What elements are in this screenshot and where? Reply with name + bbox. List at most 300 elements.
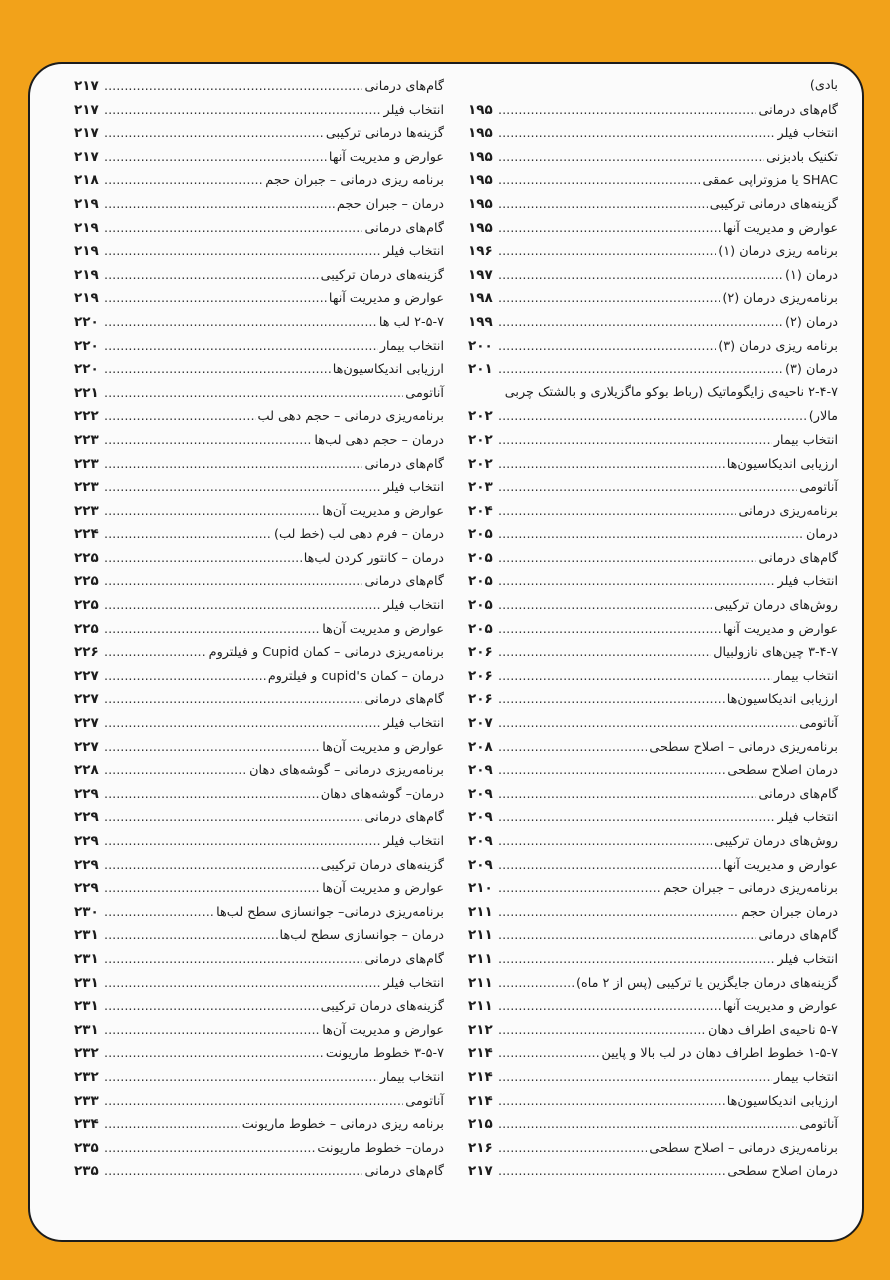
toc-entry-page-number: ۲۰۷ bbox=[468, 715, 493, 732]
toc-entry-title: انتخاب فیلر bbox=[383, 598, 444, 614]
toc-entry-leader bbox=[498, 645, 711, 660]
toc-entry-title: عوارض و مدیریت آن‌ها bbox=[322, 1022, 444, 1038]
toc-entry-page-number: ۲۲۵ bbox=[74, 549, 99, 566]
toc-entry-leader bbox=[104, 1117, 240, 1132]
toc-column-right bbox=[468, 78, 838, 1187]
toc-entry bbox=[74, 573, 444, 597]
toc-entry-page-number: ۲۰۴ bbox=[468, 502, 493, 519]
toc-entry bbox=[468, 1093, 838, 1117]
toc-entry bbox=[74, 172, 444, 196]
toc-entry bbox=[74, 385, 444, 409]
toc-entry-page-number: ۲۲۷ bbox=[74, 738, 99, 755]
toc-entry-title: ارزیابی اندیکاسیون‌ها bbox=[332, 362, 444, 378]
toc-entry-leader bbox=[104, 692, 362, 707]
toc-entry-leader bbox=[104, 409, 256, 424]
toc-entry-title: درمان (۲) bbox=[785, 314, 838, 330]
toc-entry-page-number: ۲۲۴ bbox=[74, 526, 99, 543]
toc-entry-title: انتخاب بیمار bbox=[773, 432, 838, 448]
toc-entry-page-number: ۲۱۷ bbox=[74, 78, 99, 94]
toc-entry bbox=[468, 668, 838, 692]
toc-entry-leader bbox=[498, 504, 736, 519]
toc-entry-title: انتخاب بیمار bbox=[773, 668, 838, 684]
toc-entry-title: برنامه‌ریزی درمانی– جوانسازی سطح لب‌ها bbox=[216, 904, 444, 920]
toc-column-left bbox=[74, 78, 444, 1187]
toc-entry-leader bbox=[498, 551, 756, 566]
toc-entry-page-number: ۲۳۵ bbox=[74, 1163, 99, 1180]
toc-entry-page-number: ۲۰۹ bbox=[468, 785, 493, 802]
toc-entry-leader bbox=[104, 268, 319, 283]
toc-entry-page-number: ۲۰۶ bbox=[468, 644, 493, 661]
toc-entry-title: درمان bbox=[805, 527, 838, 543]
toc-entry-leader bbox=[498, 1141, 647, 1156]
toc-entry-title: آناتومی bbox=[405, 385, 444, 401]
toc-entry-title: درمان – کانتور کردن لب‌ها bbox=[303, 550, 444, 566]
toc-entry-page-number: ۱۹۷ bbox=[468, 266, 493, 283]
toc-entry-title: گام‌های درمانی bbox=[758, 550, 838, 566]
toc-entry-leader bbox=[498, 315, 783, 330]
toc-entry-page-number: ۲۱۱ bbox=[468, 974, 493, 991]
toc-entry-leader bbox=[104, 244, 381, 259]
toc-entry bbox=[74, 762, 444, 786]
toc-entry-leader bbox=[498, 433, 772, 448]
toc-entry-leader bbox=[104, 339, 378, 354]
toc-entry-leader bbox=[498, 103, 756, 118]
toc-entry-leader bbox=[498, 999, 721, 1014]
toc-entry-leader bbox=[498, 1046, 599, 1061]
toc-entry bbox=[74, 408, 444, 432]
toc-entry bbox=[74, 975, 444, 999]
toc-entry bbox=[74, 880, 444, 904]
toc-entry-leader bbox=[104, 1094, 403, 1109]
toc-entry-leader bbox=[104, 103, 381, 118]
toc-entry bbox=[74, 739, 444, 763]
toc-entry-leader bbox=[104, 645, 207, 660]
toc-entry bbox=[74, 786, 444, 810]
toc-entry-leader bbox=[498, 173, 700, 188]
toc-entry bbox=[468, 385, 838, 409]
toc-entry bbox=[468, 1022, 838, 1046]
toc-entry-page-number: ۲۲۹ bbox=[74, 833, 99, 849]
toc-entry-title: گام‌های درمانی bbox=[364, 810, 444, 826]
toc-entry-page-number: ۲۱۹ bbox=[74, 219, 99, 236]
toc-entry bbox=[468, 361, 838, 385]
toc-entry-page-number: ۲۳۱ bbox=[74, 998, 99, 1015]
toc-entry-title: انتخاب فیلر bbox=[383, 480, 444, 496]
toc-entry-title: ۳-۴-۷ چین‌های نازولبیال bbox=[713, 645, 838, 661]
toc-entry-title: آناتومی bbox=[799, 716, 838, 732]
toc-entry-title: برنامه‌ریزی درمانی – گوشه‌های دهان bbox=[249, 763, 444, 779]
toc-entry-page-number: ۲۰۹ bbox=[468, 809, 493, 826]
toc-entry-title: ارزیابی اندیکاسیون‌ها bbox=[726, 456, 838, 472]
toc-entry-page-number: ۲۰۶ bbox=[468, 691, 493, 708]
toc-entry-page-number: ۲۰۸ bbox=[468, 738, 493, 755]
toc-entry-title: درمان اصلاح سطحی bbox=[727, 763, 838, 779]
toc-entry-leader bbox=[104, 551, 302, 566]
toc-entry bbox=[74, 220, 444, 244]
toc-entry-leader bbox=[104, 928, 278, 943]
toc-entry-leader bbox=[498, 1023, 706, 1038]
toc-entry-page-number: ۲۲۳ bbox=[74, 431, 99, 448]
toc-entry bbox=[468, 573, 838, 597]
toc-entry bbox=[468, 927, 838, 951]
toc-entry bbox=[468, 1140, 838, 1164]
toc-entry-title: عوارض و مدیریت آن‌ها bbox=[322, 621, 444, 637]
toc-entry-title: ارزیابی اندیکاسیون‌ها bbox=[726, 692, 838, 708]
toc-entry-title: گزینه‌های درمان جایگزین یا ترکیبی (پس از ۲ ماه) bbox=[576, 975, 838, 991]
toc-entry bbox=[468, 644, 838, 668]
toc-entry bbox=[468, 408, 838, 432]
toc-entry bbox=[74, 998, 444, 1022]
toc-entry bbox=[74, 479, 444, 503]
toc-entry-title: آناتومی bbox=[799, 1117, 838, 1133]
toc-entry-page-number: ۱۹۵ bbox=[468, 195, 493, 212]
toc-entry-leader bbox=[498, 598, 712, 613]
toc-entry-leader bbox=[498, 1117, 797, 1132]
toc-entry bbox=[74, 1045, 444, 1069]
toc-entry-page-number: ۲۰۳ bbox=[468, 479, 493, 496]
toc-entry-page-number: ۲۰۵ bbox=[468, 549, 493, 566]
toc-entry-leader bbox=[104, 1141, 315, 1156]
toc-entry-page-number: ۲۰۵ bbox=[468, 573, 493, 590]
toc-entry-page-number: ۲۰۲ bbox=[468, 431, 493, 448]
toc-entry-leader bbox=[498, 834, 712, 849]
toc-entry-page-number: ۲۰۲ bbox=[468, 455, 493, 472]
toc-entry bbox=[468, 1069, 838, 1093]
toc-entry-title: عوارض و مدیریت آن‌ها bbox=[322, 503, 444, 519]
toc-entry-page-number: ۲۰۵ bbox=[468, 597, 493, 614]
toc-entry-leader bbox=[104, 598, 381, 613]
toc-entry-page-number: ۲۰۵ bbox=[468, 620, 493, 637]
toc-entry-title: روش‌های درمان ترکیبی bbox=[714, 834, 838, 849]
toc-entry-page-number: ۲۲۲ bbox=[74, 408, 99, 425]
toc-entry-leader bbox=[498, 669, 772, 684]
toc-entry-title: انتخاب فیلر bbox=[383, 244, 444, 260]
toc-entry-title: درمان اصلاح سطحی bbox=[727, 1164, 838, 1180]
toc-entry-leader bbox=[104, 976, 381, 991]
toc-entry bbox=[74, 668, 444, 692]
toc-entry-title: عوارض و مدیریت آنها bbox=[722, 999, 838, 1015]
toc-entry-title: درمان – حجم دهی لب‌ها bbox=[314, 432, 444, 448]
toc-entry-leader bbox=[104, 150, 327, 165]
toc-entry-page-number: ۱۹۵ bbox=[468, 219, 493, 236]
toc-entry-page-number: ۲۱۷ bbox=[74, 148, 99, 165]
toc-entry bbox=[468, 338, 838, 362]
toc-entry-title: مالار) bbox=[808, 409, 838, 425]
toc-entry-leader bbox=[104, 173, 263, 188]
toc-entry-title: انتخاب فیلر bbox=[383, 975, 444, 991]
toc-entry bbox=[468, 762, 838, 786]
toc-entry bbox=[468, 691, 838, 715]
toc-entry bbox=[468, 267, 838, 291]
toc-entry bbox=[468, 196, 838, 220]
toc-entry-title: انتخاب بیمار bbox=[773, 1069, 838, 1085]
toc-entry-title: SHAC یا مزوتراپی عمقی bbox=[702, 173, 838, 189]
toc-entry-title: درمان – کمان cupid's و فیلتروم bbox=[267, 668, 444, 684]
toc-entry-leader bbox=[104, 79, 362, 94]
toc-entry bbox=[468, 432, 838, 456]
toc-entry-leader bbox=[498, 692, 725, 707]
toc-entry-leader bbox=[104, 905, 214, 920]
toc-entry bbox=[74, 314, 444, 338]
toc-entry-page-number: ۲۲۳ bbox=[74, 455, 99, 472]
toc-entry-page-number: ۱۹۵ bbox=[468, 148, 493, 165]
toc-entry-page-number: ۲۲۰ bbox=[74, 313, 99, 330]
toc-entry-page-number: ۲۱۷ bbox=[74, 101, 99, 118]
toc-entry-leader bbox=[498, 480, 797, 495]
toc-entry-page-number: ۲۲۰ bbox=[74, 337, 99, 354]
toc-entry-page-number: ۲۰۶ bbox=[468, 667, 493, 684]
toc-entry-leader bbox=[104, 221, 362, 236]
toc-entry-leader bbox=[498, 527, 804, 542]
toc-entry-page-number: ۲۱۹ bbox=[74, 243, 99, 260]
toc-entry bbox=[74, 951, 444, 975]
toc-entry-leader bbox=[498, 763, 725, 778]
toc-entry-page-number: ۲۰۹ bbox=[468, 833, 493, 849]
toc-entry-title: گزینه‌های درمانی ترکیبی bbox=[709, 196, 838, 212]
toc-entry-leader bbox=[104, 881, 320, 896]
toc-entry-title: ۲-۴-۷ ناحیه‌ی زایگوماتیک (رباط بوکو ماگزیلاری و بالشتک چربی bbox=[504, 384, 838, 400]
toc-entry-page-number: ۲۰۵ bbox=[468, 526, 493, 543]
toc-entry-leader bbox=[498, 574, 775, 589]
toc-entry bbox=[74, 196, 444, 220]
toc-entry-leader bbox=[498, 787, 756, 802]
toc-entry-title: عوارض و مدیریت آنها bbox=[328, 149, 444, 165]
toc-entry-title: گزینه‌های درمان ترکیبی bbox=[320, 999, 444, 1015]
toc-entry-leader bbox=[498, 197, 708, 212]
toc-entry bbox=[468, 503, 838, 527]
toc-entry-leader bbox=[498, 1164, 725, 1179]
toc-entry-title: درمان (۱) bbox=[785, 267, 838, 283]
toc-entry bbox=[468, 149, 838, 173]
toc-entry-leader bbox=[498, 858, 721, 873]
toc-entry-title: ارزیابی اندیکاسیون‌ها bbox=[726, 1093, 838, 1109]
toc-entry-page-number: ۲۰۱ bbox=[468, 361, 493, 378]
toc-entry-page-number: ۲۱۴ bbox=[468, 1068, 493, 1085]
toc-entry bbox=[74, 833, 444, 857]
toc-entry-title: درمان (۳) bbox=[785, 362, 838, 378]
toc-entry-leader bbox=[498, 244, 716, 259]
toc-entry bbox=[74, 1140, 444, 1164]
toc-entry-leader bbox=[104, 1046, 324, 1061]
toc-entry-page-number: ۲۲۹ bbox=[74, 856, 99, 873]
toc-entry-page-number: ۲۲۵ bbox=[74, 597, 99, 614]
toc-entry-leader bbox=[104, 574, 362, 589]
toc-entry-page-number: ۲۱۱ bbox=[468, 927, 493, 944]
toc-entry-page-number: ۲۱۹ bbox=[74, 290, 99, 307]
toc-entry-title: عوارض و مدیریت آنها bbox=[722, 621, 838, 637]
toc-entry-title: برنامه ریزی درمانی – جبران حجم bbox=[265, 173, 444, 189]
toc-entry bbox=[468, 102, 838, 126]
toc-entry-leader bbox=[498, 1070, 772, 1085]
toc-entry-leader bbox=[104, 291, 327, 306]
toc-entry-leader bbox=[498, 976, 574, 991]
toc-entry-title: گام‌های درمانی bbox=[364, 1164, 444, 1180]
toc-entry-leader bbox=[104, 858, 319, 873]
toc-entry-title: گزینه‌های درمان ترکیبی bbox=[320, 267, 444, 283]
toc-entry-leader bbox=[104, 716, 381, 731]
toc-entry-page-number: ۲۰۹ bbox=[468, 856, 493, 873]
toc-entry-title: گام‌های درمانی bbox=[364, 574, 444, 590]
toc-entry bbox=[468, 1045, 838, 1069]
toc-entry-title: انتخاب فیلر bbox=[777, 810, 838, 826]
toc-entry-page-number: ۲۱۹ bbox=[74, 195, 99, 212]
toc-entry-title: عوارض و مدیریت آن‌ها bbox=[322, 881, 444, 897]
toc-entry bbox=[74, 904, 444, 928]
toc-entry bbox=[468, 314, 838, 338]
toc-entry-title: برنامه‌ریزی درمانی – اصلاح سطحی bbox=[649, 739, 838, 755]
toc-entry bbox=[74, 526, 444, 550]
toc-entry-leader bbox=[104, 527, 272, 542]
toc-entry bbox=[468, 479, 838, 503]
toc-entry-page-number: ۲۱۶ bbox=[468, 1139, 493, 1156]
toc-entry-leader bbox=[104, 740, 320, 755]
toc-entry-leader bbox=[498, 409, 807, 424]
toc-entry-page-number: ۲۰۹ bbox=[468, 762, 493, 779]
toc-entry bbox=[468, 904, 838, 928]
toc-entry-title: درمان – فرم دهی لب (خط لب) bbox=[273, 527, 444, 543]
toc-entry bbox=[468, 1163, 838, 1187]
toc-entry-title: ۵-۷ ناحیه‌ی اطراف دهان bbox=[707, 1022, 838, 1038]
toc-entry-page-number: ۱۹۵ bbox=[468, 101, 493, 118]
toc-entry-leader bbox=[104, 433, 312, 448]
toc-entry-title: برنامه‌ریزی درمانی – حجم دهی لب bbox=[257, 409, 444, 425]
toc-entry-title: ۳-۵-۷ خطوط ماریونت bbox=[325, 1046, 444, 1062]
toc-entry bbox=[74, 456, 444, 480]
toc-entry bbox=[468, 1116, 838, 1140]
toc-entry-page-number: ۲۰۰ bbox=[468, 337, 493, 354]
toc-entry-title: آناتومی bbox=[405, 1093, 444, 1109]
toc-entry bbox=[468, 78, 838, 102]
toc-entry-leader bbox=[104, 1023, 320, 1038]
toc-entry bbox=[468, 715, 838, 739]
toc-entry-title: گزینه‌های درمان ترکیبی bbox=[320, 857, 444, 873]
toc-entry-leader bbox=[104, 763, 247, 778]
toc-entry-page-number: ۲۳۳ bbox=[74, 1092, 99, 1109]
toc-entry bbox=[74, 550, 444, 574]
toc-entry-title: عوارض و مدیریت آنها bbox=[328, 291, 444, 307]
toc-entry-page-number: ۲۱۷ bbox=[74, 125, 99, 142]
toc-entry bbox=[74, 644, 444, 668]
toc-entry-page-number: ۱۹۵ bbox=[468, 125, 493, 142]
toc-entry-title: گام‌های درمانی bbox=[364, 456, 444, 472]
toc-entry-page-number: ۲۲۹ bbox=[74, 785, 99, 802]
toc-entry-page-number: ۲۱۱ bbox=[468, 998, 493, 1015]
toc-entry-title: گام‌های درمانی bbox=[364, 692, 444, 708]
toc-entry-page-number: ۲۱۰ bbox=[468, 880, 493, 897]
toc-entry-page-number: ۲۳۰ bbox=[74, 903, 99, 920]
toc-entry-title: عوارض و مدیریت آن‌ها bbox=[322, 739, 444, 755]
toc-entry-leader bbox=[104, 810, 362, 825]
toc-entry-page-number: ۲۲۸ bbox=[74, 762, 99, 779]
toc-entry-page-number: ۱۹۹ bbox=[468, 313, 493, 330]
toc-entry-page-number: ۲۳۵ bbox=[74, 1139, 99, 1156]
toc-entry-title: برنامه‌ریزی درمانی – اصلاح سطحی bbox=[649, 1140, 838, 1156]
toc-entry bbox=[74, 1093, 444, 1117]
toc-entry bbox=[468, 975, 838, 999]
toc-entry-leader bbox=[498, 905, 739, 920]
toc-entry-leader bbox=[104, 480, 381, 495]
toc-entry-title: درمان – جبران حجم bbox=[336, 196, 444, 212]
toc-entry-page-number: ۱۹۸ bbox=[468, 290, 493, 307]
toc-entry-page-number: ۲۳۱ bbox=[74, 950, 99, 967]
toc-entry-leader bbox=[104, 386, 403, 401]
toc-entry bbox=[74, 1022, 444, 1046]
toc-entry-title: ۲-۵-۷ لب ها bbox=[378, 314, 444, 330]
toc-entry-leader bbox=[104, 1164, 362, 1179]
toc-entry bbox=[468, 526, 838, 550]
toc-entry-title: برنامه‌ریزی درمانی bbox=[738, 503, 838, 519]
toc-entry-leader bbox=[498, 126, 775, 141]
toc-entry bbox=[74, 809, 444, 833]
toc-entry-page-number: ۲۳۱ bbox=[74, 927, 99, 944]
toc-entry-title: انتخاب فیلر bbox=[383, 834, 444, 849]
toc-entry-title: گزینه‌ها درمانی ترکیبی bbox=[325, 126, 444, 142]
toc-entry-title: آناتومی bbox=[799, 480, 838, 496]
toc-entry-title: انتخاب فیلر bbox=[777, 574, 838, 590]
toc-entry bbox=[468, 857, 838, 881]
toc-entry-leader bbox=[104, 999, 319, 1014]
toc-entry bbox=[468, 597, 838, 621]
toc-entry bbox=[74, 1116, 444, 1140]
toc-entry bbox=[468, 550, 838, 574]
toc-entry bbox=[74, 503, 444, 527]
toc-entry bbox=[468, 290, 838, 314]
toc-entry bbox=[468, 880, 838, 904]
toc-entry-title: انتخاب فیلر bbox=[383, 716, 444, 732]
toc-entry bbox=[468, 220, 838, 244]
toc-entry bbox=[74, 927, 444, 951]
toc-entry-title: انتخاب فیلر bbox=[383, 102, 444, 118]
toc-entry-page-number: ۲۲۷ bbox=[74, 715, 99, 732]
toc-entry-page-number: ۲۱۱ bbox=[468, 903, 493, 920]
toc-entry-title: انتخاب بیمار bbox=[379, 338, 444, 354]
toc-entry-leader bbox=[104, 197, 335, 212]
toc-entry bbox=[468, 456, 838, 480]
toc-entry-page-number: ۲۲۹ bbox=[74, 880, 99, 897]
toc-entry-leader bbox=[498, 268, 783, 283]
toc-entry bbox=[74, 102, 444, 126]
toc-entry-title: گام‌های درمانی bbox=[758, 102, 838, 118]
toc-entry-title: گام‌های درمانی bbox=[364, 220, 444, 236]
toc-entry bbox=[468, 951, 838, 975]
toc-entry-page-number: ۲۱۲ bbox=[468, 1021, 493, 1038]
toc-entry bbox=[74, 857, 444, 881]
toc-entry-title: بادی) bbox=[809, 78, 838, 93]
toc-entry-page-number: ۲۲۳ bbox=[74, 479, 99, 496]
toc-entry-leader bbox=[498, 291, 720, 306]
toc-entry bbox=[468, 739, 838, 763]
toc-entry-title: تکنیک بادبزنی bbox=[766, 149, 838, 165]
toc-entry-page-number: ۲۳۱ bbox=[74, 1021, 99, 1038]
toc-entry-title: درمان جبران حجم bbox=[741, 904, 838, 920]
toc-entry-leader bbox=[104, 1070, 378, 1085]
toc-page bbox=[28, 62, 864, 1242]
toc-entry-page-number: ۲۱۴ bbox=[468, 1092, 493, 1109]
toc-entry bbox=[74, 267, 444, 291]
toc-entry-leader bbox=[104, 669, 266, 684]
toc-entry-page-number: ۲۲۹ bbox=[74, 809, 99, 826]
toc-entry-leader bbox=[104, 834, 381, 849]
toc-entry-title: گام‌های درمانی bbox=[364, 951, 444, 967]
toc-entry bbox=[74, 621, 444, 645]
toc-entry-page-number: ۲۲۱ bbox=[74, 384, 99, 401]
toc-entry-title: عوارض و مدیریت آنها bbox=[722, 857, 838, 873]
toc-entry-page-number: ۲۲۵ bbox=[74, 620, 99, 637]
toc-entry-leader bbox=[498, 928, 756, 943]
toc-entry-title: گام‌های درمانی bbox=[758, 786, 838, 802]
toc-entry-page-number: ۲۳۲ bbox=[74, 1068, 99, 1085]
toc-entry-page-number: ۲۳۲ bbox=[74, 1045, 99, 1062]
